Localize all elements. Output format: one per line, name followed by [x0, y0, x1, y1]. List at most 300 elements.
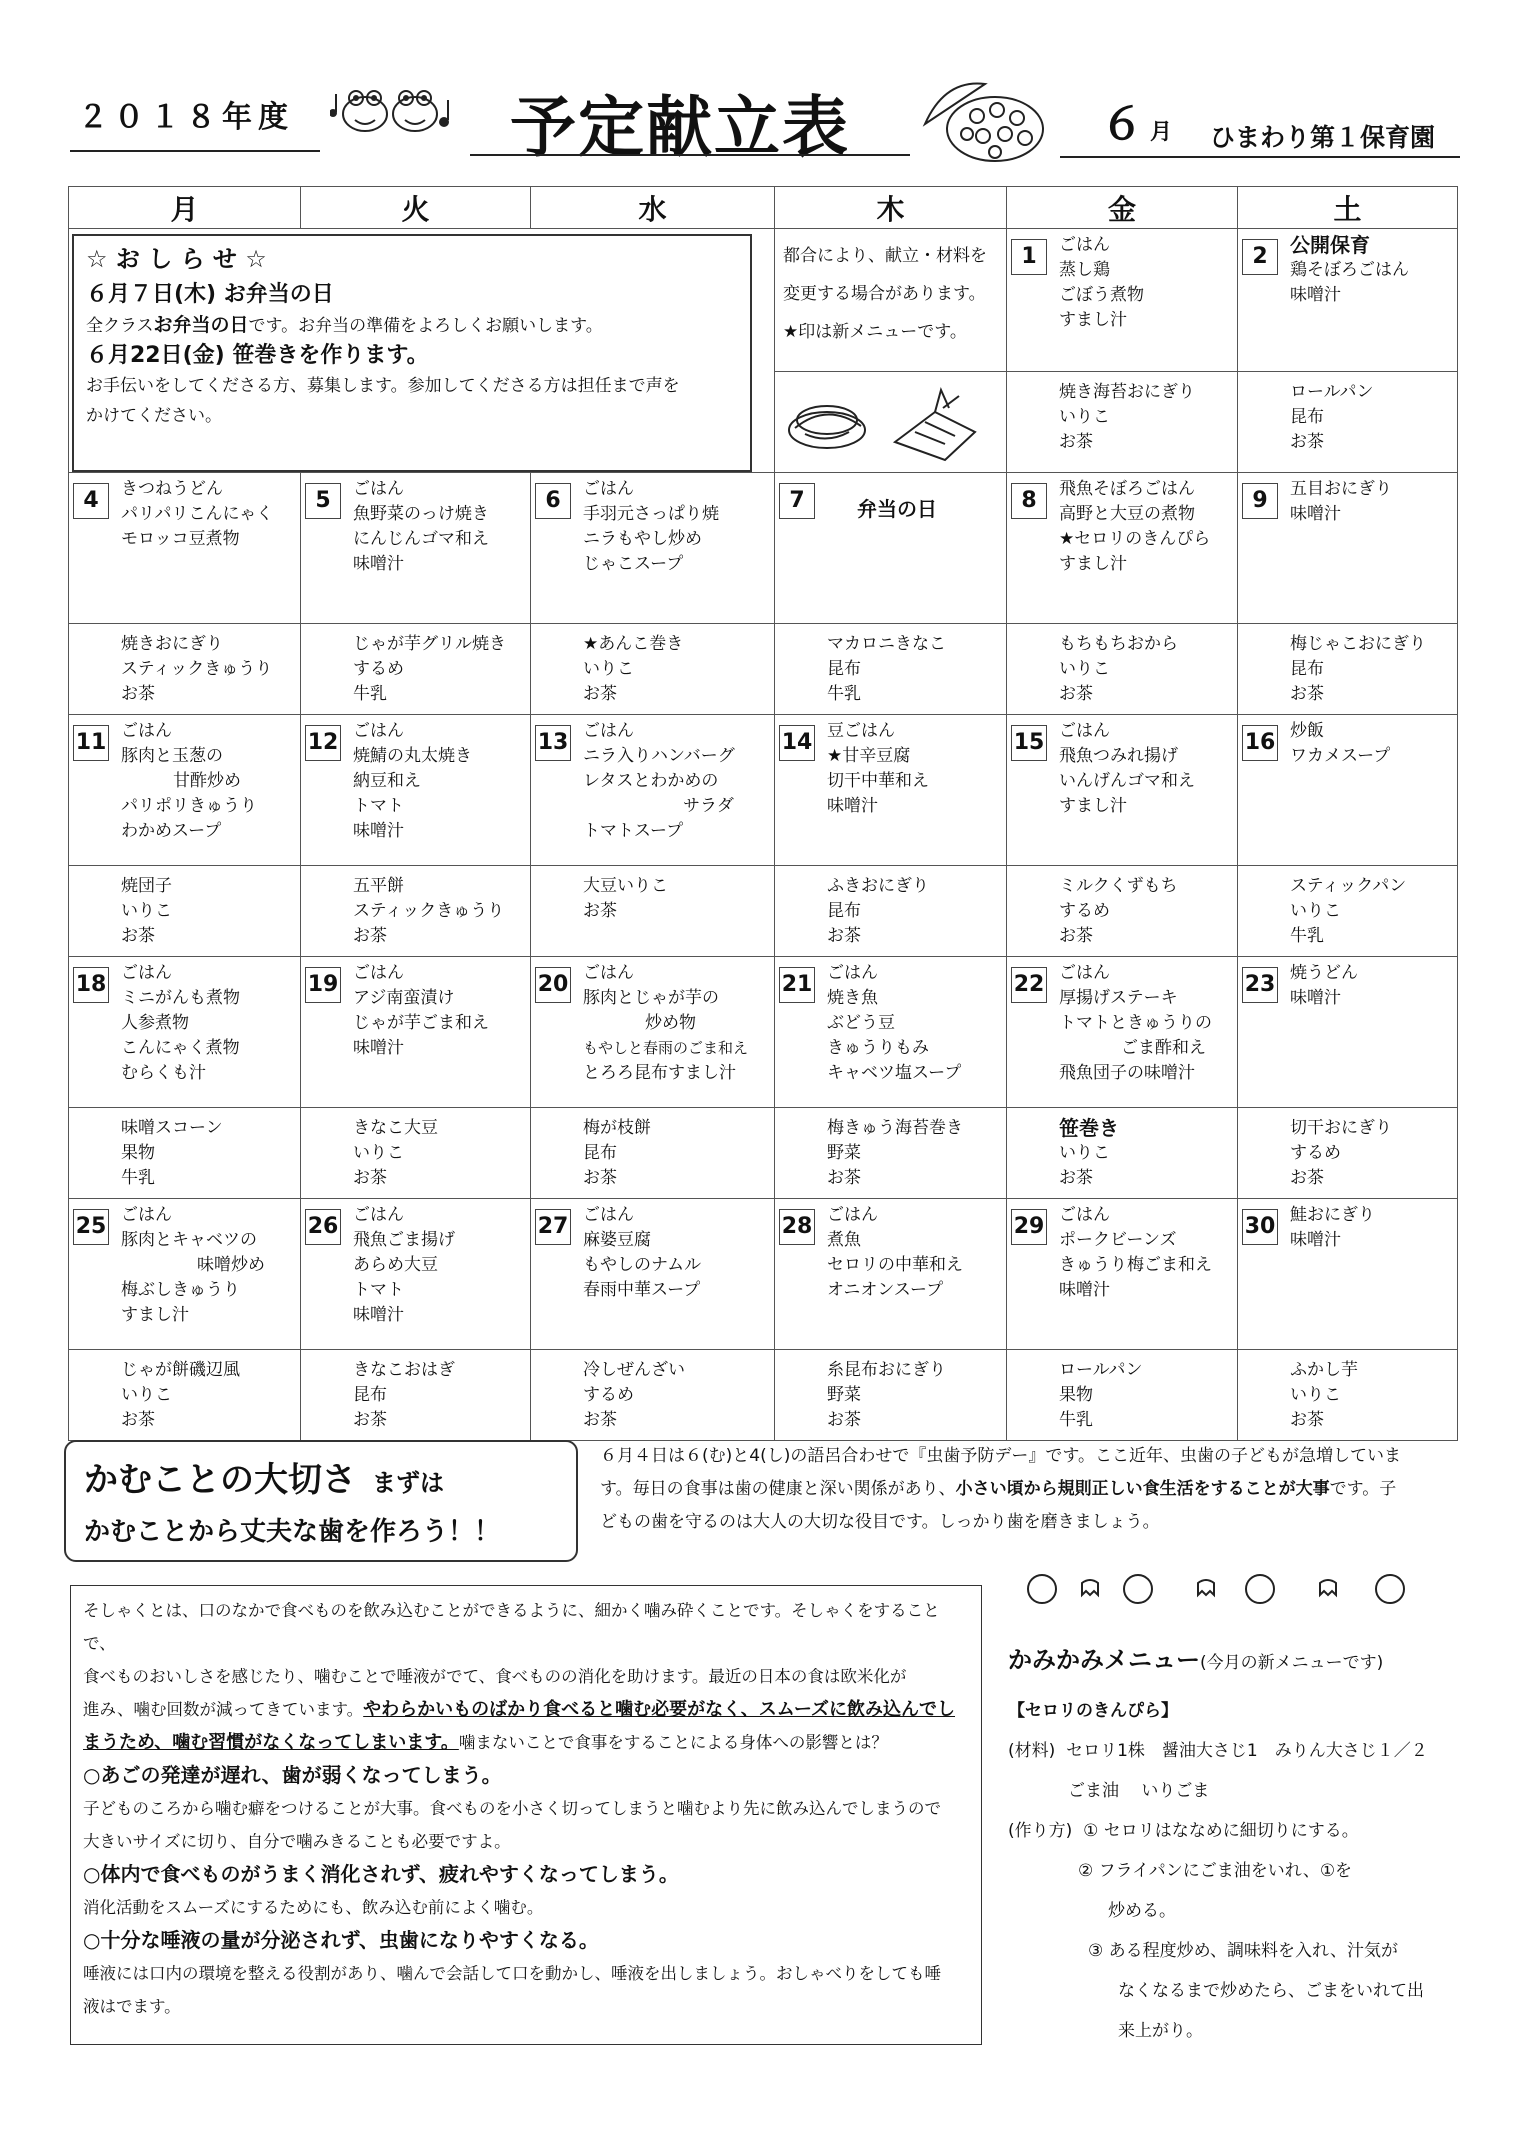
- recipe-name: 【セロリのきんぴら】: [1008, 1701, 1178, 1721]
- snack-item: 梅が枝餅: [583, 1118, 651, 1138]
- body-underline: まうため、噛む習慣がなくなってしまいます。: [83, 1732, 459, 1753]
- snack-item: お茶: [827, 1410, 861, 1430]
- lunch-item: ごはん: [121, 721, 172, 741]
- recipe-step-2: ② フライパンにごま油をいれ、①を: [1078, 1861, 1353, 1881]
- day-cell-snack: [1238, 866, 1458, 957]
- ingredients-line: ごま油 いりごま: [1068, 1781, 1210, 1801]
- snack-item: もちもちおから: [1059, 634, 1178, 654]
- day-number: 4: [73, 483, 109, 519]
- body-text: 進み、噛む回数が減ってきています。: [83, 1700, 364, 1719]
- snack-item: お茶: [1290, 1168, 1324, 1188]
- lunch-item: 麻婆豆腐: [583, 1230, 651, 1250]
- lunch-item: キャベツ塩スープ: [827, 1063, 962, 1083]
- lunch-item: 高野と大豆の煮物: [1059, 504, 1195, 524]
- lunch-item: ごま酢和え: [1121, 1038, 1206, 1058]
- article-intro: [600, 1440, 1460, 1539]
- sasamaki-illustration-icon: [775, 372, 1005, 468]
- snack-item: 味噌スコーン: [121, 1118, 223, 1138]
- lunch-item: じゃが芋ごま和え: [353, 1013, 489, 1033]
- notice-item1-body: [86, 310, 738, 341]
- lunch-item: 豚肉とキャベツの: [121, 1230, 257, 1250]
- steps-label: (作り方): [1008, 1821, 1073, 1841]
- lunch-item: パリポリきゅうり: [121, 796, 257, 816]
- snack-item: 果物: [121, 1143, 155, 1163]
- lunch-item: ごはん: [121, 963, 172, 983]
- snack-item: お茶: [583, 1168, 617, 1188]
- day-cell-snack: [69, 1350, 301, 1441]
- day-cell-snack: [531, 624, 775, 715]
- notice-item1-heading: ６月７日(木) お弁当の日: [86, 282, 334, 307]
- snack-item: きなこ大豆: [353, 1118, 438, 1138]
- lunch-item: アジ南蛮漬け: [353, 988, 455, 1008]
- notice-item2-heading: ６月22日(金) 笹巻きを作ります。: [86, 343, 429, 368]
- snack-item: お茶: [121, 926, 155, 946]
- day-cell-lunch: [775, 715, 1007, 866]
- page-title: 予定献立表: [510, 89, 850, 166]
- lunch-item: ごはん: [353, 1205, 404, 1225]
- day-number: 6: [535, 483, 571, 519]
- day-cell-lunch: [775, 957, 1007, 1108]
- lunch-item: ごぼう煮物: [1059, 285, 1144, 305]
- day-number: 28: [779, 1209, 815, 1245]
- day-number: 9: [1242, 483, 1278, 519]
- header-rule-center: [470, 154, 910, 156]
- day-number: 20: [535, 967, 571, 1003]
- effect-heading-1: ○あごの発達が遅れ、歯が弱くなってしまう。: [83, 1763, 502, 1787]
- month-number: ６: [1100, 99, 1144, 150]
- article-title-main: かむことの大切さ: [84, 1460, 356, 1500]
- lunch-item: 炒め物: [645, 1013, 696, 1033]
- snack-item: じゃが餅磯辺風: [121, 1360, 240, 1380]
- recipe-step-1: [1008, 1811, 1478, 1851]
- lunch-item: ごはん: [827, 1205, 878, 1225]
- snack-item: お茶: [1059, 926, 1093, 946]
- lunch-item: 飛魚そぼろごはん: [1059, 479, 1195, 499]
- snack-item: 焼きおにぎり: [121, 634, 223, 654]
- day-cell-snack: [1007, 1108, 1238, 1199]
- lunch-item: ごはん: [1059, 963, 1110, 983]
- snack-item: 昆布: [1290, 659, 1324, 679]
- lunch-item: 味噌汁: [353, 1038, 404, 1058]
- notice-text: 全クラス: [86, 316, 154, 336]
- snack-item: いりこ: [1290, 1385, 1341, 1405]
- day-cell-snack: [531, 1350, 775, 1441]
- day-cell-snack: [1007, 866, 1238, 957]
- nursery-name: ひまわり第１保育園: [1210, 123, 1436, 152]
- day-cell-lunch: [1238, 229, 1458, 372]
- day-cell-snack: [775, 1350, 1007, 1441]
- weekday-thu: 木: [775, 187, 1007, 229]
- notice-box: [72, 234, 752, 472]
- lunch-item: もやしのナムル: [583, 1255, 702, 1275]
- effect-heading-2: ○体内で食べものがうまく消化されず、疲れやすくなってしまう。: [83, 1862, 679, 1886]
- lunch-item: 味噌汁: [353, 821, 404, 841]
- open-day-label: 公開保育: [1290, 233, 1370, 257]
- lunch-item: 手羽元さっぱり焼: [583, 504, 719, 524]
- lunch-item: きつねうどん: [121, 479, 223, 499]
- lunch-item: ごはん: [583, 479, 634, 499]
- day-cell-snack: [1007, 372, 1238, 473]
- recipe-heading: [1008, 1640, 1478, 1683]
- intro-line: どもの歯を守るのは大人の大切な役目です。しっかり歯を磨きましょう。: [600, 1512, 1160, 1532]
- lunch-item: ごはん: [1059, 1205, 1110, 1225]
- lunch-item: 春雨中華スープ: [583, 1280, 701, 1300]
- intro-line: [600, 1473, 1460, 1506]
- day-cell-snack: [69, 1108, 301, 1199]
- lunch-item: ごはん: [1059, 235, 1110, 255]
- lunch-item: すまし汁: [121, 1305, 189, 1325]
- day-cell-lunch: [301, 957, 531, 1108]
- lunch-item: 人参煮物: [121, 1013, 189, 1033]
- snack-item: 牛乳: [121, 1168, 155, 1188]
- lunch-item: 炒飯: [1290, 721, 1324, 741]
- day-cell-lunch: [775, 473, 1007, 624]
- snack-item: いりこ: [1059, 659, 1110, 679]
- recipe-heading-sub: (今月の新メニューです): [1200, 1653, 1384, 1673]
- lunch-item: 切干中華和え: [827, 771, 929, 791]
- lunch-item: 焼うどん: [1290, 963, 1358, 983]
- snack-item: お茶: [1290, 684, 1324, 704]
- snack-item: するめ: [583, 1385, 634, 1405]
- snack-item: するめ: [1059, 901, 1110, 921]
- day-number: 30: [1242, 1209, 1278, 1245]
- day-cell-lunch: [1238, 957, 1458, 1108]
- lunch-item: 甘酢炒め: [173, 771, 241, 791]
- day-cell-snack: [301, 624, 531, 715]
- day-number: 15: [1011, 725, 1047, 761]
- snack-item: お茶: [1059, 1168, 1093, 1188]
- notice-title: ☆ お し ら せ ☆: [86, 245, 267, 273]
- lunch-item: 飛魚団子の味噌汁: [1059, 1063, 1195, 1083]
- day-cell-lunch: [69, 1199, 301, 1350]
- snack-item: 昆布: [1290, 407, 1324, 427]
- lunch-item: ごはん: [1059, 721, 1110, 741]
- recipe-section: [1008, 1640, 1478, 2051]
- snack-item: いりこ: [583, 659, 634, 679]
- day-number: 14: [779, 725, 815, 761]
- snack-item: お茶: [121, 1410, 155, 1430]
- recipe-ingredients: [1008, 1731, 1478, 1771]
- intro-text: です。子: [1329, 1479, 1397, 1499]
- day-cell-snack: [301, 1108, 531, 1199]
- lunch-item: 鶏そぼろごはん: [1290, 260, 1409, 280]
- snack-item: 野菜: [827, 1143, 861, 1163]
- day-number: 19: [305, 967, 341, 1003]
- lunch-item: きゅうりもみ: [827, 1038, 929, 1058]
- day-cell-snack: [775, 866, 1007, 957]
- ingredients-line: セロリ1株 醤油大さじ1 みりん大さじ１／２: [1066, 1741, 1428, 1761]
- snack-item: ロールパン: [1290, 382, 1374, 402]
- day-number: 12: [305, 725, 341, 761]
- lunch-item: 味噌汁: [1290, 1230, 1341, 1250]
- snack-item: お茶: [1290, 1410, 1324, 1430]
- snack-item: 五平餅: [353, 876, 404, 896]
- day-number: 23: [1242, 967, 1278, 1003]
- day-number: 18: [73, 967, 109, 1003]
- day-cell-snack: [531, 866, 775, 957]
- lunch-item: ニラ入りハンバーグ: [583, 746, 735, 766]
- lunch-item: セロリの中華和え: [827, 1255, 963, 1275]
- day-number: 13: [535, 725, 571, 761]
- lunch-item: 焼き魚: [827, 988, 878, 1008]
- recipe-heading-main: かみかみメニュー: [1008, 1646, 1200, 1674]
- lunch-item: 豚肉とじゃが芋の: [583, 988, 719, 1008]
- snack-item: ふかし芋: [1290, 1360, 1358, 1380]
- snack-item: お茶: [583, 1410, 617, 1430]
- lunch-item: ごはん: [353, 721, 404, 741]
- day-cell-lunch: [1238, 473, 1458, 624]
- snack-item: 牛乳: [1290, 926, 1324, 946]
- snack-item: スティックきゅうり: [121, 659, 273, 679]
- lunch-item: いんげんゴマ和え: [1059, 771, 1195, 791]
- lunch-item: すまし汁: [1059, 796, 1127, 816]
- lunch-item: 味噌汁: [827, 796, 878, 816]
- weekday-tue: 火: [301, 187, 531, 229]
- lunch-item: もやしと春雨のごま和え: [583, 1039, 749, 1057]
- day-cell-lunch: [301, 715, 531, 866]
- notice-emphasis: お弁当の日: [153, 314, 249, 336]
- weekday-header-row: [69, 187, 1458, 229]
- snack-item: 果物: [1059, 1385, 1093, 1405]
- day-cell-lunch: [69, 957, 301, 1108]
- lunch-item: とろろ昆布すまし汁: [583, 1063, 736, 1083]
- notice-item2-body-1: お手伝いをしてくださる方、募集します。参加してくださる方は担任まで声を: [86, 376, 680, 396]
- snack-item: 牛乳: [827, 684, 861, 704]
- children-teeth-illustration-icon: [1020, 1565, 1420, 1615]
- recipe-step-2-cont: 炒める。: [1108, 1901, 1176, 1921]
- note-line-3: ★印は新メニューです。: [783, 322, 967, 342]
- lunch-item: 梅ぶしきゅうり: [121, 1280, 240, 1300]
- effect-heading-3: ○十分な唾液の量が分泌されず、虫歯になりやすくなる。: [83, 1928, 599, 1952]
- day-cell-snack: [1238, 624, 1458, 715]
- snack-item: スティックきゅうり: [353, 901, 505, 921]
- snack-item: 昆布: [353, 1385, 387, 1405]
- notice-item2-body-2: かけてください。: [86, 406, 222, 426]
- day-cell-snack: [69, 866, 301, 957]
- snack-item: 牛乳: [353, 684, 387, 704]
- snack-item: お茶: [827, 1168, 861, 1188]
- step-text: ① セロリはななめに細切りにする。: [1083, 1821, 1359, 1841]
- snack-item: お茶: [353, 926, 387, 946]
- snack-item: 大豆いりこ: [583, 876, 668, 896]
- lunch-item: わかめスープ: [121, 821, 222, 841]
- lunch-item: 魚野菜のっけ焼き: [353, 504, 489, 524]
- body-line: 子どものころから噛む癖をつけることが大事。食べものを小さく切ってしまうと噛むより先に飲み込んでしまうので: [83, 1799, 941, 1818]
- snack-item: 昆布: [827, 659, 861, 679]
- lunch-item: ポークビーンズ: [1059, 1230, 1177, 1250]
- snack-item: ★あんこ巻き: [583, 634, 684, 654]
- lunch-item: ニラもやし炒め: [583, 529, 702, 549]
- lunch-item: トマト: [353, 796, 404, 816]
- lunch-item: 焼鯖の丸太焼き: [353, 746, 472, 766]
- lunch-item: 蒸し鶏: [1059, 260, 1110, 280]
- day-cell-lunch: [531, 1199, 775, 1350]
- day-cell-snack: [531, 1108, 775, 1199]
- article-subtitle: かむことから丈夫な歯を作ろう！！: [84, 1517, 501, 1547]
- lunch-item: 鮭おにぎり: [1290, 1205, 1375, 1225]
- day-cell-lunch: [1007, 1199, 1238, 1350]
- intro-text: す。毎日の食事は歯の健康と深い関係があり、: [600, 1479, 956, 1499]
- month-unit: 月: [1150, 120, 1173, 145]
- lunch-item: すまし汁: [1059, 310, 1127, 330]
- snack-item: 焼団子: [121, 876, 172, 896]
- intro-line: ６月４日は６(む)と4(し)の語呂合わせで『虫歯予防デー』です。ここ近年、虫歯の子どもが急増していま: [600, 1446, 1401, 1466]
- note-line-1: 都合により、献立・材料を: [783, 246, 987, 266]
- snack-item: お茶: [121, 684, 155, 704]
- snack-item: お茶: [1290, 432, 1324, 452]
- snack-item: 切干おにぎり: [1290, 1118, 1392, 1138]
- thu-note-cell: [775, 229, 1007, 372]
- day-cell-lunch: [1007, 715, 1238, 866]
- body-line: 食べものおいしさを感じたり、噛むことで唾液がでて、食べものの消化を助けます。最近の日本の食は欧米化が: [83, 1667, 907, 1686]
- snack-item: 昆布: [827, 901, 861, 921]
- article-title-box: [64, 1440, 578, 1562]
- lunch-item: 五目おにぎり: [1290, 479, 1392, 499]
- lunch-item: モロッコ豆煮物: [121, 529, 240, 549]
- snack-item: するめ: [353, 659, 404, 679]
- lunch-item: むらくも汁: [121, 1063, 206, 1083]
- note-line-2: 変更する場合があります。: [783, 284, 986, 304]
- lunch-item: 味噌汁: [353, 1305, 404, 1325]
- snack-item: いりこ: [1290, 901, 1341, 921]
- day-cell-lunch: [1238, 1199, 1458, 1350]
- snack-item: 梅きゅう海苔巻き: [827, 1118, 963, 1138]
- snack-item: お茶: [827, 926, 861, 946]
- day-cell-snack: [775, 624, 1007, 715]
- lunch-item: サラダ: [683, 796, 734, 816]
- lunch-item: にんじんゴマ和え: [353, 529, 489, 549]
- snack-item: ふきおにぎり: [827, 876, 929, 896]
- body-underline: やわらかいものばかり食べると噛む必要がなく、スムーズに飲み込んでし: [363, 1699, 956, 1720]
- snack-item: お茶: [583, 684, 617, 704]
- lunch-item: 味噌汁: [1290, 285, 1341, 305]
- fiscal-year: ２０１８年度: [78, 100, 294, 135]
- snack-item: いりこ: [1059, 1143, 1110, 1163]
- snack-item: 昆布: [583, 1143, 617, 1163]
- snack-item: 野菜: [827, 1385, 861, 1405]
- lunch-item: きゅうり梅ごま和え: [1059, 1255, 1212, 1275]
- day-cell-snack: [301, 866, 531, 957]
- snack-item: お茶: [1059, 684, 1093, 704]
- snack-item: お茶: [1059, 432, 1093, 452]
- day-cell-lunch: [1238, 715, 1458, 866]
- body-line: 液はでます。: [83, 1997, 181, 2016]
- day-cell-lunch: [531, 473, 775, 624]
- lunch-item: ごはん: [583, 1205, 634, 1225]
- body-line: [83, 1693, 969, 1726]
- article-title: [84, 1452, 558, 1501]
- lunch-item: あらめ大豆: [353, 1255, 438, 1275]
- lunch-item: ミニがんも煮物: [121, 988, 240, 1008]
- day-cell-snack: [1007, 624, 1238, 715]
- body-text: 噛まないことで食事をすることによる身体への影響とは？: [458, 1733, 888, 1752]
- weekday-wed: 水: [531, 187, 775, 229]
- lunch-item: ぶどう豆: [827, 1013, 895, 1033]
- lunch-item: 厚揚げステーキ: [1059, 988, 1178, 1008]
- day-number: 1: [1011, 239, 1047, 275]
- lunch-item: 味噌汁: [1290, 988, 1341, 1008]
- lunch-item: 飛魚ごま揚げ: [353, 1230, 455, 1250]
- day-cell-lunch: [775, 1199, 1007, 1350]
- lunch-item: パリパリこんにゃく: [121, 504, 274, 524]
- day-number: 7: [779, 483, 815, 519]
- snack-item: いりこ: [121, 1385, 172, 1405]
- day-cell-lunch: [301, 1199, 531, 1350]
- snack-item: きなこおはぎ: [353, 1360, 455, 1380]
- day-cell-lunch: [1007, 473, 1238, 624]
- lunch-item: 納豆和え: [353, 771, 421, 791]
- lunch-item: オニオンスープ: [827, 1280, 944, 1300]
- weekday-fri: 金: [1007, 187, 1238, 229]
- lunch-item: ごはん: [827, 963, 878, 983]
- lunch-item: ごはん: [121, 1205, 172, 1225]
- hydrangea-illustration-icon: [915, 74, 1055, 166]
- snack-item: お茶: [353, 1168, 387, 1188]
- intro-emphasis: 小さい頃から規則正しい食生活をすることが大事: [955, 1479, 1330, 1499]
- snack-item: 冷しぜんざい: [583, 1360, 685, 1380]
- snack-item: 梅じゃこおにぎり: [1290, 634, 1426, 654]
- lunch-item: 豚肉と玉葱の: [121, 746, 223, 766]
- recipe-step-3-cont: 来上がり。: [1118, 2021, 1203, 2041]
- body-line: 消化活動をスムーズにするためにも、飲み込む前によく噛む。: [83, 1898, 544, 1917]
- body-line: そしゃくとは、口のなかで食べものを飲み込むことができるように、細かく噛み砕くことです。そしゃくをすることで、: [83, 1601, 940, 1653]
- day-number: 16: [1242, 725, 1278, 761]
- weekday-sat: 土: [1238, 187, 1458, 229]
- snack-item: 糸昆布おにぎり: [827, 1360, 946, 1380]
- weekday-mon: 月: [69, 187, 301, 229]
- lunch-item: 味噌汁: [1059, 1280, 1110, 1300]
- day-cell-lunch: [1007, 957, 1238, 1108]
- lunch-item: 味噌汁: [1290, 504, 1341, 524]
- day-number: 27: [535, 1209, 571, 1245]
- day-cell-snack: [775, 1108, 1007, 1199]
- body-line: 唾液には口内の環境を整える役割があり、噛んで会話して口を動かし、唾液を出しましょう。おしゃべりをしても唾: [83, 1964, 941, 1983]
- bento-day-label: 弁当の日: [857, 497, 937, 521]
- day-number: 21: [779, 967, 815, 1003]
- header-rule-left: [70, 150, 320, 152]
- header-rule-right: [1060, 156, 1460, 158]
- lunch-item: 煮魚: [827, 1230, 861, 1250]
- snack-item: じゃが芋グリル焼き: [353, 634, 506, 654]
- snack-item: いりこ: [1059, 407, 1110, 427]
- day-number: 5: [305, 483, 341, 519]
- snack-item: スティックパン: [1290, 876, 1407, 896]
- snack-item: いりこ: [353, 1143, 404, 1163]
- sasamaki-label: 笹巻き: [1059, 1116, 1119, 1140]
- article-body: [70, 1585, 982, 2045]
- snack-item: ロールパン: [1059, 1360, 1143, 1380]
- day-cell-lunch: [301, 473, 531, 624]
- day-cell-snack: [301, 1350, 531, 1441]
- body-line: 大きいサイズに切り、自分で噛みきることも必要ですよ。: [83, 1832, 511, 1851]
- lunch-item: 飛魚つみれ揚げ: [1059, 746, 1178, 766]
- snack-item: 焼き海苔おにぎり: [1059, 382, 1195, 402]
- lunch-item: 味噌炒め: [197, 1255, 265, 1275]
- ingredients-label: (材料): [1008, 1741, 1056, 1761]
- day-cell-lunch: [69, 473, 301, 624]
- body-line: [83, 1726, 969, 1759]
- lunch-item: トマト: [353, 1280, 404, 1300]
- lunch-item: ごはん: [353, 479, 404, 499]
- snack-item: 牛乳: [1059, 1410, 1093, 1430]
- day-number: 11: [73, 725, 109, 761]
- day-cell-snack: [1007, 1350, 1238, 1441]
- day-cell-lunch: [1007, 229, 1238, 372]
- lunch-item: ★甘辛豆腐: [827, 746, 911, 766]
- day-cell-lunch: [531, 715, 775, 866]
- lunch-item: じゃこスープ: [583, 554, 684, 574]
- lunch-item: トマトときゅうりの: [1059, 1013, 1212, 1033]
